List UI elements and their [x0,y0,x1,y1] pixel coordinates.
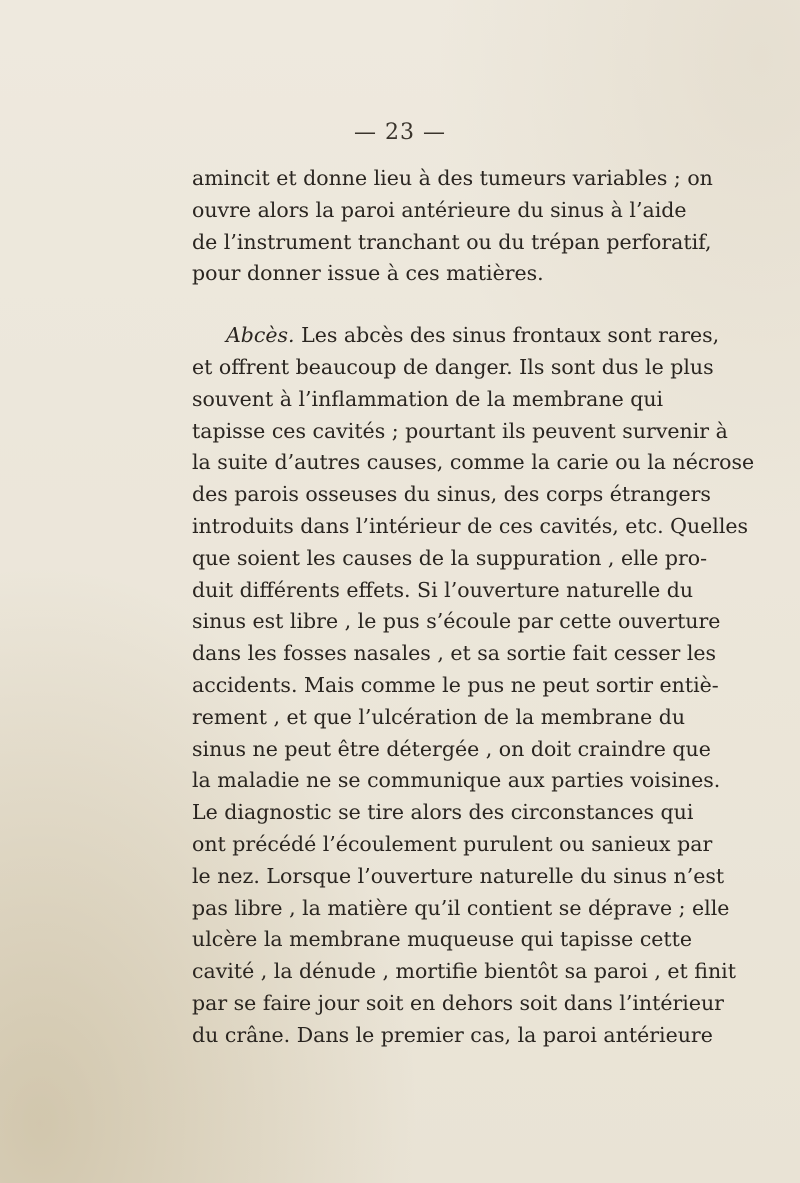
text-line: cavité , la dénude , mortifie bientôt sa paroi , et finit [192,959,736,984]
paragraph [192,163,713,290]
text-line: dans les fosses nasales , et sa sortie fait cesser les [192,641,717,666]
text-line: sinus est libre , le pus s’écoule par cette ouverture [192,609,721,634]
text-line: et offrent beaucoup de danger. Ils sont dus le plus [192,354,714,379]
section-heading: Abcès. [226,323,295,348]
text-line: introduits dans l’intérieur de ces cavités, etc. Quelles [192,513,749,538]
text-line: sinus ne peut être détergée , on doit craindre que [192,736,711,761]
text-line: par se faire jour soit en dehors soit dans l’intérieur [192,990,724,1015]
text-line [192,320,720,352]
text-line: souvent à l’inflammation de la membrane qui [192,386,664,411]
text-line: de l’instrument tranchant ou du trépan perforatif, [192,229,712,254]
body-text [192,163,755,1052]
text-line: tapisse ces cavités ; pourtant ils peuvent survenir à [192,418,728,443]
text-line: du crâne. Dans le premier cas, la paroi antérieure [192,1022,713,1047]
text-line: ulcère la membrane muqueuse qui tapisse cette [192,927,693,952]
text-line: accidents. Mais comme le pus ne peut sortir entiè- [192,672,719,697]
text-line: que soient les causes de la suppuration , elle pro- [192,545,708,570]
text-line: des parois osseuses du sinus, des corps étrangers [192,482,711,507]
text-line: Le diagnostic se tire alors des circonstances qui [192,800,694,825]
text-line: pour donner issue à ces matières. [192,261,544,286]
text-line: la maladie ne se communique aux parties voisines. [192,768,721,793]
page-number: — 23 — [354,120,446,145]
text-line: rement , et que l’ulcération de la membrane du [192,704,686,729]
text-line-rest: Les abcès des sinus frontaux sont rares, [294,323,720,348]
paragraph [192,320,755,1051]
text-line: amincit et donne lieu à des tumeurs variables ; on [192,166,713,190]
text-line: le nez. Lorsque l’ouverture naturelle du sinus n’est [192,863,725,888]
text-line: duit différents effets. Si l’ouverture naturelle du [192,577,694,602]
text-line: ont précédé l’écoulement purulent ou sanieux par [192,831,713,856]
text-line: ouvre alors la paroi antérieure du sinus à l’aide [192,197,687,222]
paragraph-gap [192,290,608,320]
text-line: la suite d’autres causes, comme la carie ou la nécrose [192,450,755,475]
text-line: pas libre , la matière qu’il contient se déprave ; elle [192,895,730,920]
